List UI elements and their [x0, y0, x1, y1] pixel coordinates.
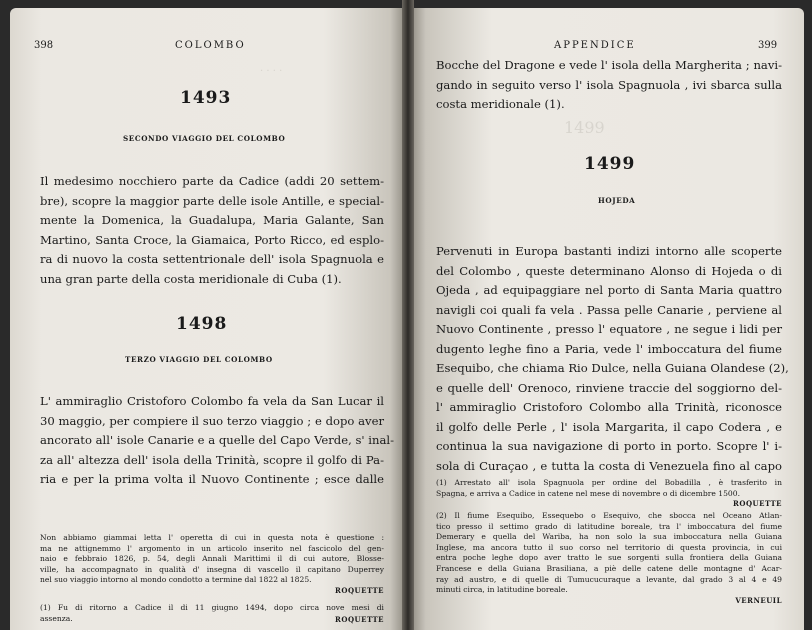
footnote-line: naio e febbraio 1826, p. 54, degli Annali Marittimi il di cui autore, Blosse- — [40, 554, 384, 564]
footnote-line: Non abbiamo giammai letta l' operetta di cui in questa nota è questione : — [40, 533, 384, 542]
section-body-2 — [40, 392, 394, 490]
footnote-line: (2) Il fiume Esequibo, Essequebo o Esequivo, che sbocca nel Oceano Atlan- — [436, 511, 782, 520]
footnote-line: (1) Fu di ritorno a Cadice il di 11 giugno 1494, dopo circa nove mesi di — [40, 603, 384, 612]
running-head: COLOMBO — [175, 40, 246, 51]
text-line: L' ammiraglio Cristoforo Colombo fa vela da San Lucar il — [40, 394, 384, 408]
bleed-through: 1499 — [564, 118, 605, 137]
footnote-line: ma ne attignemmo l' argomento in un articolo inserito nel fascicolo del gen- — [40, 543, 384, 553]
continuation-text — [436, 56, 782, 115]
bleed-through: · · · · — [260, 66, 283, 77]
text-line: Esequibo, che chiama Rio Dulce, nella Guiana Olandese (2), — [436, 361, 789, 375]
text-line: ra di nuovo la costa settentrionale dell' isola Spagnuola e — [40, 252, 384, 266]
text-line: Ojeda , ad equipaggiare nel porto di Santa Maria quattro — [436, 283, 782, 297]
text-line: navigli coi quali fa vela . Passa pelle Canarie , perviene al — [436, 302, 782, 317]
text-line: e quelle dell' Orenoco, rinviene traccie del soggiorno del- — [436, 380, 782, 395]
footnote-line: Francese e della Guiana Brasiliana, a piè delle catene delle montagne d' Acar- — [436, 563, 782, 573]
footnote-line: ville, ha accompagnato in qualità d' insegna di vascello il capitano Duperrey — [40, 564, 384, 574]
footnote-line: entra poche leghe dopo aver tratto le sue sorgenti sulla frontiera della Guiana — [436, 553, 782, 563]
text-line: Il medesimo nocchiero parte da Cadice (addi 20 settem- — [40, 174, 384, 188]
section-body-1 — [40, 172, 384, 289]
text-line: bre), scopre la maggior parte delle isole Antille, e special- — [40, 193, 384, 208]
section-title: HOJEDA — [598, 196, 636, 205]
footnote-line: Demerary e quella del Wariba, ha non solo la sua imboccatura nella Guiana — [436, 532, 782, 542]
text-line: costa meridionale (1). — [436, 97, 565, 111]
text-line: mente la Domenica, la Guadalupa, Maria Galante, San — [40, 213, 384, 227]
footnote-signature: ROQUETTE — [335, 585, 384, 595]
footnote-line: tico presso il settimo grado di latitudine boreale, tra l' imboccatura del fiume — [436, 521, 782, 531]
footnote-signature: ROQUETTE — [733, 499, 782, 509]
text-line: una gran parte della costa meridionale di Cuba (1). — [40, 271, 342, 286]
footnote-signature: ROQUETTE — [335, 615, 384, 624]
text-line: continua la sua navigazione di porto in porto. Scopre l' i- — [436, 439, 782, 453]
section-year: 1499 — [584, 154, 636, 174]
right-page — [414, 8, 804, 630]
footnote-line: Inglese, ma ancora tutto il suo corso nel territorio di questa provincia, in cui — [436, 542, 782, 552]
footnote-line: assenza. — [40, 613, 73, 623]
book-gutter — [402, 0, 414, 630]
footnote-line: (1) Arrestato all' isola Spagnuola per ordine del Bobadilla , è trasferito in — [436, 478, 782, 487]
footnote-line: nel suo viaggio intorno al mondo condotto a termine dal 1822 al 1825. — [40, 575, 312, 585]
section-title: SECONDO VIAGGIO DEL COLOMBO — [123, 134, 286, 143]
text-line: Nuovo Continente , presso l' equatore , ne segue i lidi per — [436, 322, 782, 336]
footnote — [436, 478, 782, 510]
text-line: gando in seguito verso l' isola Spagnuola , ivi sbarca sulla — [436, 77, 782, 92]
text-line: ancorato all' isole Canarie e a quelle del Capo Verde, s' inal- — [40, 433, 394, 447]
footnote-line: ray ad austro, e di quelle di Tumucucuraque a levante, dal grado 3 al 4 e 49 — [436, 574, 782, 584]
page-number: 398 — [34, 40, 54, 51]
section-body — [436, 242, 789, 476]
text-line: del Colombo , queste determinano Alonso di Hojeda o di — [436, 263, 782, 278]
left-page — [10, 8, 402, 630]
text-line: Bocche del Dragone e vede l' isola della Margherita ; navi- — [436, 58, 782, 72]
footnote — [436, 511, 782, 606]
footnote — [40, 533, 384, 597]
text-line: sola di Curaçao , e tutta la costa di Venezuela fino al capo — [436, 458, 782, 473]
section-title: TERZO VIAGGIO DEL COLOMBO — [125, 355, 273, 364]
text-line: Martino, Santa Croce, la Giamaica, Porto Ricco, ed esplo- — [40, 232, 384, 247]
section-year: 1498 — [176, 314, 228, 334]
running-head: APPENDICE — [554, 40, 636, 51]
footnote-line: Spagna, e arriva a Cadice in catene nel mese di novembre o di dicembre 1500. — [436, 488, 740, 498]
text-line: 30 maggio, per compiere il suo terzo viaggio ; e dopo aver — [40, 413, 384, 428]
text-line: l' ammiraglio Cristoforo Colombo alla Trinità, riconosce — [436, 400, 782, 414]
text-line: za all' altezza dell' isola della Trinità, scopre il golfo di Pa- — [40, 452, 384, 467]
text-line: dugento leghe fino a Paria, vede l' imboccatura del fiume — [436, 341, 782, 356]
footnote-line: minuti circa, in latitudine boreale. — [436, 585, 568, 595]
text-line: ria e per la prima volta il Nuovo Continente ; esce dalle — [40, 472, 384, 486]
text-line: il golfo delle Perle , l' isola Margarita, il capo Codera , e — [436, 419, 782, 434]
text-line: Pervenuti in Europa bastanti indizi intorno alle scoperte — [436, 244, 782, 258]
section-year: 1493 — [180, 88, 232, 108]
page-number: 399 — [758, 40, 778, 51]
footnote-signature: VERNEUIL — [735, 595, 782, 605]
